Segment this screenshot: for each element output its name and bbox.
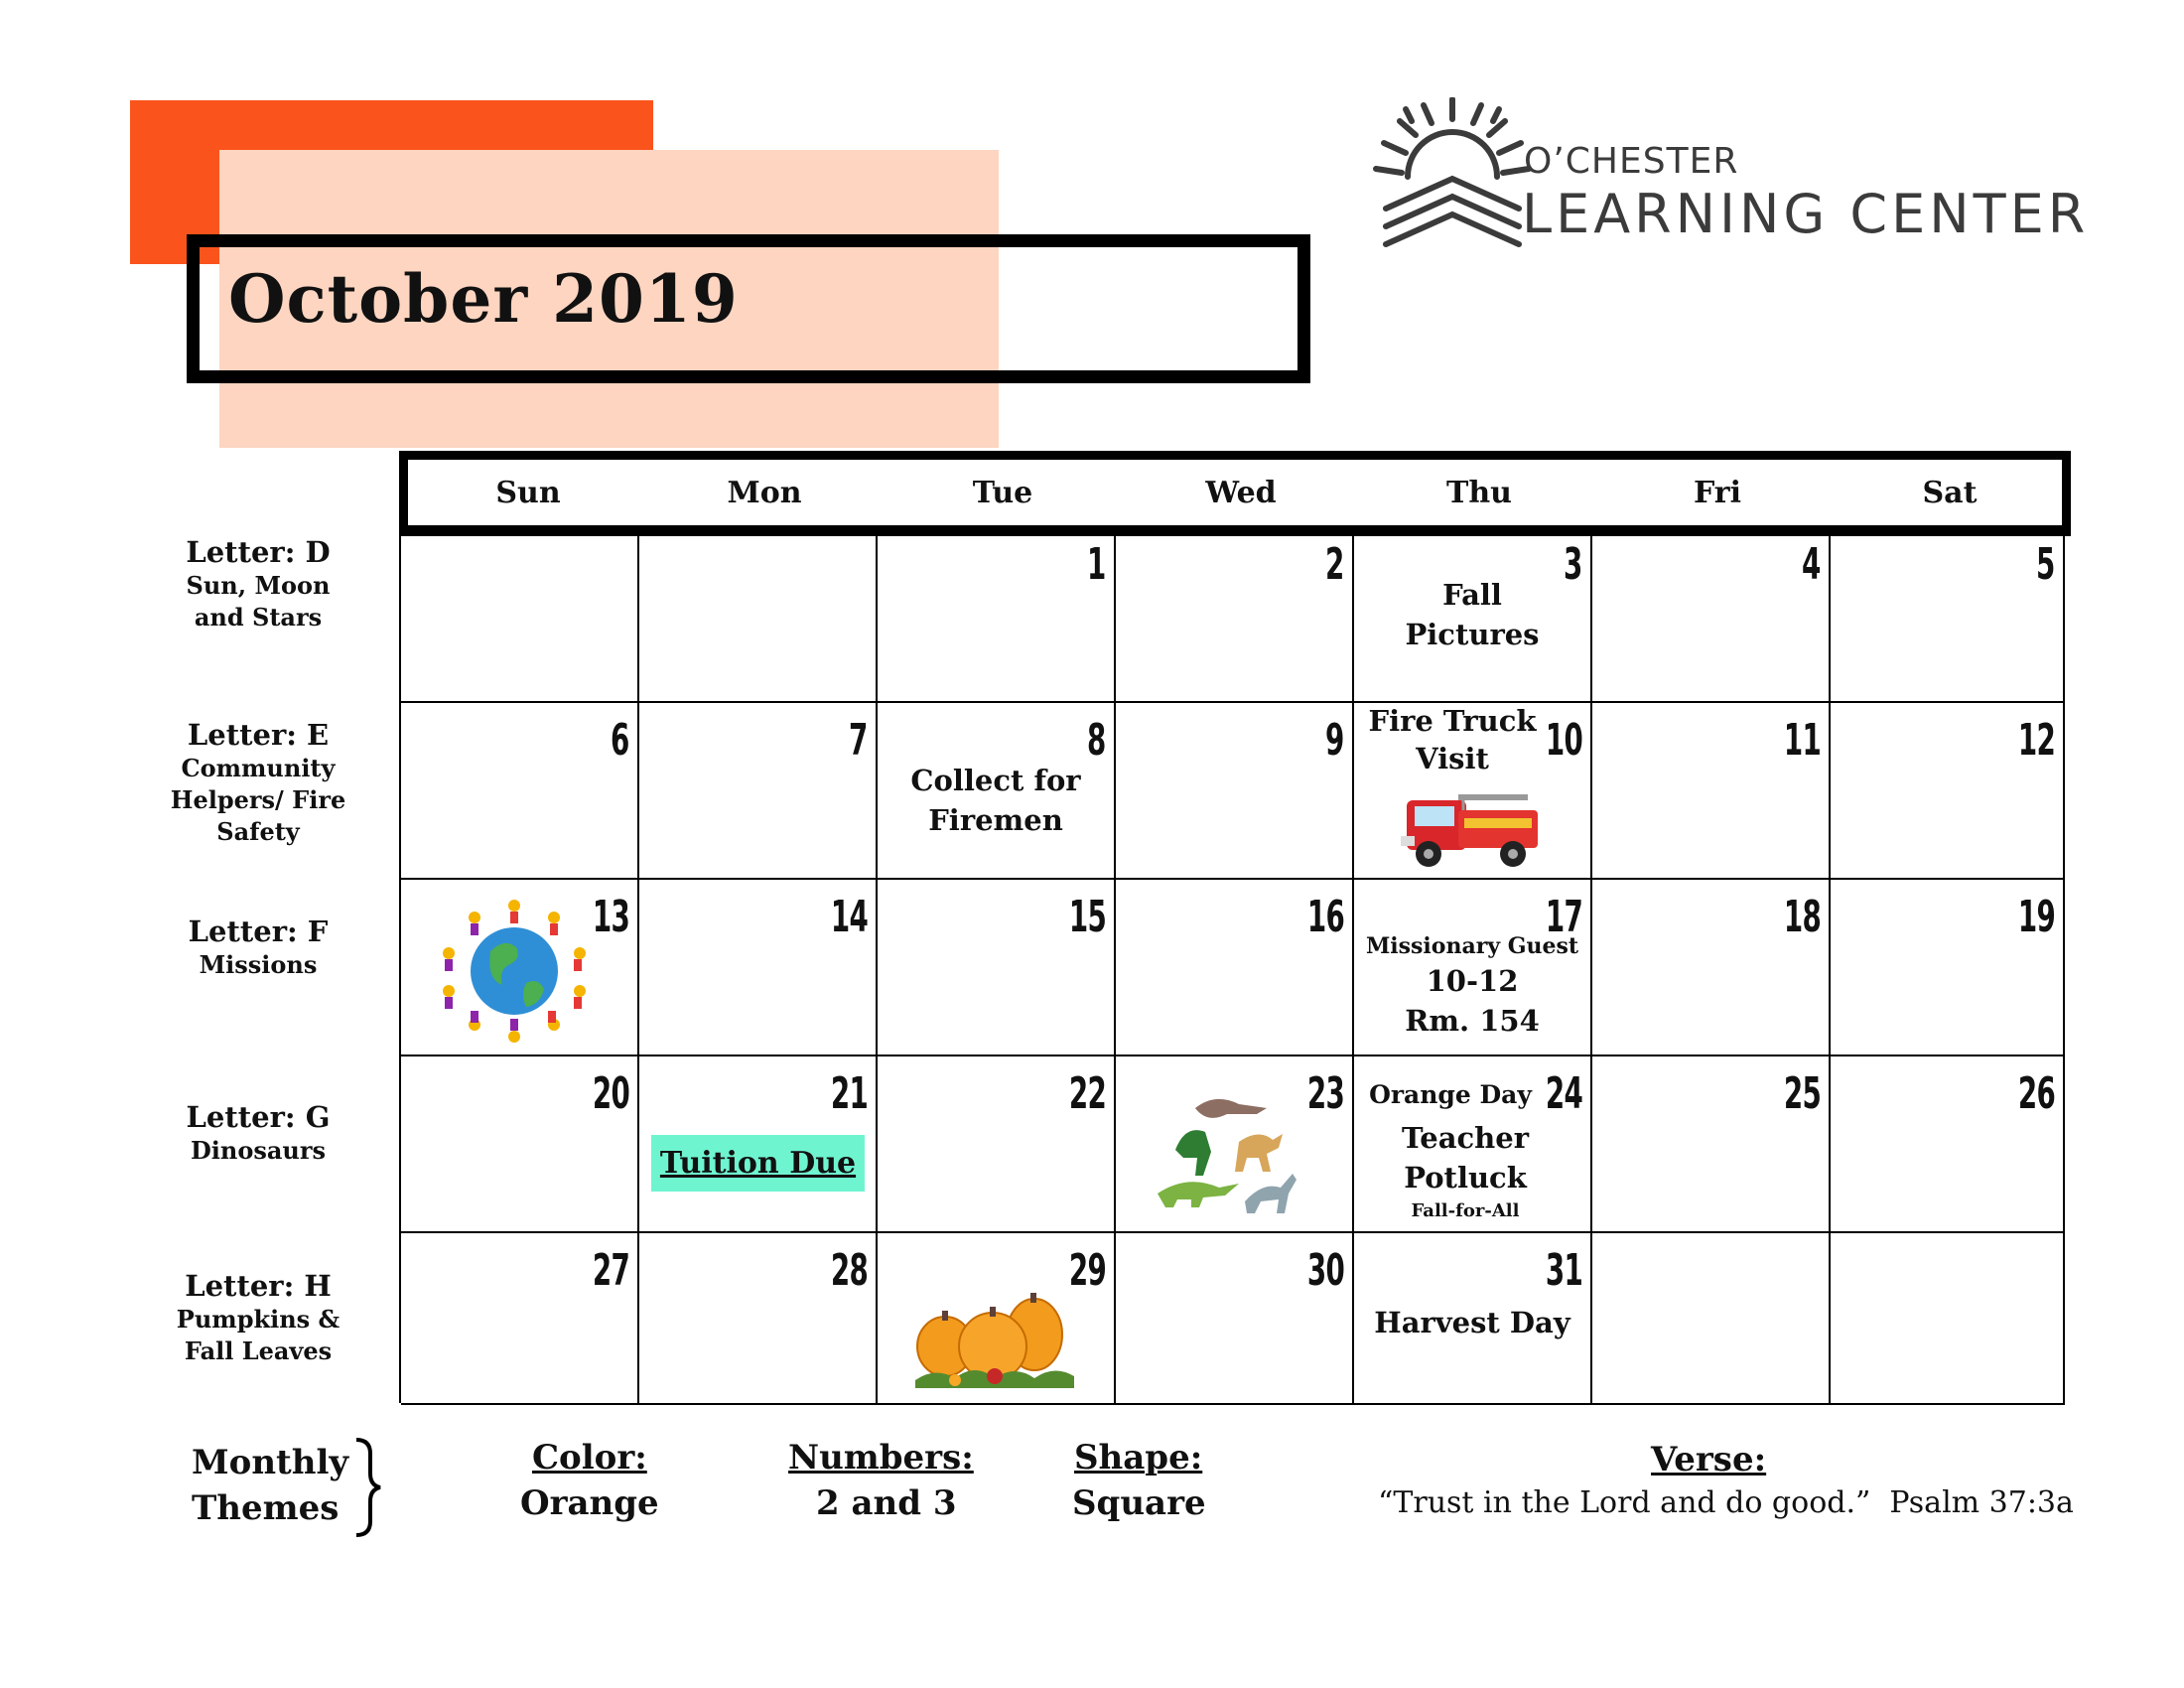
verse-label: Verse: <box>1651 1440 1767 1479</box>
day-cell <box>1116 880 1354 1056</box>
day-cell <box>1592 1056 1831 1233</box>
day-number: 3 <box>1564 539 1582 590</box>
day-cell <box>1831 703 2065 880</box>
week-theme-2 <box>144 717 372 848</box>
day-number: 5 <box>2036 539 2055 590</box>
day-cell <box>878 703 1116 880</box>
event-fire-truck: Fire Truck <box>1368 704 1537 738</box>
event-teacher-potluck-line2: Potluck <box>1404 1161 1527 1195</box>
day-number: 14 <box>830 892 868 942</box>
day-number: 24 <box>1545 1068 1582 1119</box>
day-number: 17 <box>1545 892 1582 942</box>
day-cell <box>878 1056 1116 1233</box>
week-theme-line: and Stars <box>194 603 323 632</box>
day-number: 29 <box>1068 1245 1106 1296</box>
globe-children-icon <box>435 892 594 1051</box>
logo-line1: O’CHESTER <box>1524 141 1739 182</box>
day-cell <box>401 703 639 880</box>
week-theme-line: Dinosaurs <box>190 1136 327 1165</box>
week-theme-line: Helpers/ Fire <box>170 785 346 814</box>
week-theme-5 <box>144 1268 372 1367</box>
day-number: 2 <box>1325 539 1344 590</box>
week-letter: Letter: F <box>188 914 329 948</box>
day-cell <box>1354 703 1592 880</box>
day-number: 8 <box>1087 715 1106 766</box>
event-teacher-potluck: Teacher <box>1402 1121 1529 1155</box>
numbers-value: 2 and 3 <box>816 1483 957 1523</box>
calendar-grid <box>399 525 2063 1403</box>
week-letter: Letter: G <box>186 1100 331 1134</box>
day-number: 23 <box>1306 1068 1344 1119</box>
event-missionary-time: 10-12 <box>1426 964 1519 998</box>
day-cell <box>1831 527 2065 703</box>
week-theme-line: Community <box>181 754 336 782</box>
day-cell <box>1354 527 1592 703</box>
day-number: 27 <box>592 1245 629 1296</box>
day-cell <box>878 1233 1116 1405</box>
week-theme-1 <box>144 534 372 633</box>
day-cell <box>878 527 1116 703</box>
day-cell <box>639 880 878 1056</box>
week-theme-4 <box>144 1099 372 1167</box>
day-number: 31 <box>1545 1245 1582 1296</box>
day-number: 6 <box>611 715 629 766</box>
week-theme-line: Pumpkins & <box>176 1305 341 1334</box>
week-theme-line: Missions <box>199 950 318 979</box>
day-number: 28 <box>830 1245 868 1296</box>
day-cell <box>1354 880 1592 1056</box>
shape-value: Square <box>1072 1483 1206 1523</box>
day-cell <box>1831 880 2065 1056</box>
day-cell <box>401 527 639 703</box>
event-orange-day: Orange Day <box>1369 1080 1532 1109</box>
event-collect-firemen-line2: Firemen <box>928 803 1063 837</box>
monthly-label-line1: Monthly <box>192 1443 349 1482</box>
day-cell <box>639 703 878 880</box>
day-number: 9 <box>1325 715 1344 766</box>
week-letter: Letter: D <box>186 535 331 569</box>
day-cell <box>1116 1233 1354 1405</box>
day-number: 10 <box>1545 715 1582 766</box>
day-cell <box>1592 703 1831 880</box>
day-cell <box>1592 880 1831 1056</box>
week-letter: Letter: H <box>185 1269 332 1303</box>
day-number: 7 <box>849 715 868 766</box>
day-number: 11 <box>1783 715 1821 766</box>
day-number: 1 <box>1087 539 1106 590</box>
day-number: 13 <box>592 892 629 942</box>
day-cell <box>401 1056 639 1233</box>
event-fall-pictures: Fall <box>1442 578 1502 612</box>
weekday-thu: Thu <box>1446 476 1512 510</box>
week-theme-line: Safety <box>216 817 300 846</box>
day-number: 25 <box>1783 1068 1821 1119</box>
day-number: 16 <box>1306 892 1344 942</box>
fire-truck-icon <box>1399 780 1543 870</box>
event-fall-pictures-line2: Pictures <box>1405 618 1540 651</box>
day-number: 18 <box>1783 892 1821 942</box>
day-number: 12 <box>2017 715 2055 766</box>
shape-label: Shape: <box>1074 1438 1203 1477</box>
weekday-fri: Fri <box>1694 476 1741 510</box>
day-cell <box>1116 1056 1354 1233</box>
monthly-themes-label <box>192 1440 348 1531</box>
day-cell <box>1831 1233 2065 1405</box>
day-cell <box>401 1233 639 1405</box>
day-number: 15 <box>1068 892 1106 942</box>
dinosaurs-icon <box>1156 1086 1304 1225</box>
event-harvest-day: Harvest Day <box>1374 1306 1570 1339</box>
day-cell <box>1592 1233 1831 1405</box>
day-cell <box>878 880 1116 1056</box>
event-tuition-due: Tuition Due <box>651 1135 865 1192</box>
day-cell <box>1592 527 1831 703</box>
page-title: October 2019 <box>228 260 739 338</box>
week-theme-line: Sun, Moon <box>186 571 331 600</box>
color-label: Color: <box>532 1438 647 1477</box>
pumpkins-icon <box>915 1285 1074 1388</box>
weekday-sun: Sun <box>495 476 561 510</box>
day-number: 30 <box>1306 1245 1344 1296</box>
day-cell <box>1354 1233 1592 1405</box>
day-cell <box>1831 1056 2065 1233</box>
week-letter: Letter: E <box>187 718 330 752</box>
day-cell <box>1116 703 1354 880</box>
week-theme-3 <box>144 914 372 981</box>
day-number: 4 <box>1802 539 1821 590</box>
day-number: 26 <box>2017 1068 2055 1119</box>
day-number: 21 <box>830 1068 868 1119</box>
day-cell <box>401 880 639 1056</box>
event-collect-firemen: Collect for <box>910 764 1081 797</box>
day-number: 19 <box>2017 892 2055 942</box>
weekday-sat: Sat <box>1922 476 1978 510</box>
day-number: 20 <box>592 1068 629 1119</box>
weekday-tue: Tue <box>972 476 1033 510</box>
day-cell <box>639 527 878 703</box>
color-value: Orange <box>520 1483 659 1523</box>
day-number: 22 <box>1068 1068 1106 1119</box>
day-cell <box>1116 527 1354 703</box>
numbers-label: Numbers: <box>788 1438 974 1477</box>
logo-line2: LEARNING CENTER <box>1522 183 2090 245</box>
weekday-wed: Wed <box>1205 476 1277 510</box>
brace-icon <box>352 1438 382 1537</box>
event-fall-for-all: Fall-for-All <box>1411 1200 1520 1221</box>
event-fire-truck-line2: Visit <box>1416 742 1489 775</box>
event-missionary-room: Rm. 154 <box>1405 1004 1540 1038</box>
day-cell <box>639 1233 878 1405</box>
event-missionary-guest: Missionary Guest <box>1365 933 1579 959</box>
weekday-header <box>399 451 2071 536</box>
weekday-mon: Mon <box>727 476 802 510</box>
verse-text: “Trust in the Lord and do good.” Psalm 37:3a <box>1378 1485 2074 1520</box>
day-cell <box>1354 1056 1592 1233</box>
monthly-label-line2: Themes <box>192 1488 340 1528</box>
week-theme-line: Fall Leaves <box>184 1336 333 1365</box>
